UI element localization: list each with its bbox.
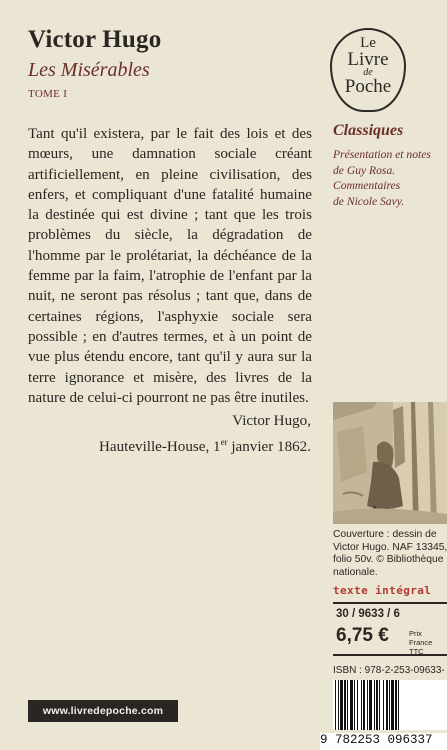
volume-label: TOME I [28, 88, 68, 100]
isbn-number: ISBN : 978-2-253-09633- [333, 665, 445, 676]
logo-line-3: de [363, 67, 373, 78]
cover-caption [333, 529, 447, 580]
website-link[interactable]: www.livredepoche.com [28, 700, 178, 722]
caption-line: Victor Hugo. NAF 13345, [333, 541, 447, 553]
logo-line-2: Livre [347, 49, 389, 70]
caption-line: folio 50v. © Bibliothèque [333, 554, 444, 566]
barcode-image [333, 680, 447, 730]
cover-drawing-image [333, 402, 447, 524]
price-note: Prix France TTC [409, 629, 433, 656]
book-title: Les Misérables [28, 59, 150, 81]
credit-line: Présentation et notes [333, 148, 431, 161]
price-box [333, 602, 447, 656]
logo-line-1: Le [360, 35, 376, 51]
caption-line: Couverture : dessin de [333, 529, 437, 540]
edition-label: texte intégral [333, 584, 432, 597]
livre-de-poche-logo [330, 28, 406, 112]
signature-name: Victor Hugo, [232, 413, 311, 429]
barcode-digits: 9 782253 096337 [320, 733, 447, 750]
credit-line: de Guy Rosa. [333, 163, 396, 177]
price-value: 6,75 € [336, 625, 389, 646]
presentation-credits [333, 147, 445, 209]
preface-quote [28, 124, 312, 408]
quote-text: Tant qu'il existera, par le fait des lois et des mœurs, une damnation sociale créant artificiellement, en pleine civilisation, des enfers, et compliquant d'une fatalité humaine la destinée qui est divine ; tant que les trois problèmes du siècle, la dégradation de l'homme par le prolétariat, la déchéance de la femme par la faim, l'atrophie de l'enfant par la nuit, ne seront pas résolus ; tant que, dans de certaines régions, l'asphyxie sociale sera possible ; en d'autres termes, et à un point de vue plus étendu encore, tant qu'il y aura sur la terre ignorance et misère, des livres de la nature de celui-ci pourront ne pas être inutiles. [28, 126, 312, 406]
collection-label: Classiques [333, 122, 404, 139]
author-name: Victor Hugo [28, 26, 162, 53]
quote-signature [99, 411, 311, 457]
caption-line: nationale. [333, 567, 378, 579]
signature-place-date: Hauteville-House, 1er janvier 1862. [99, 436, 311, 455]
credit-line: de Nicole Savy. [333, 194, 405, 208]
catalog-code: 30 / 9633 / 6 [336, 608, 400, 620]
credit-line: Commentaires [333, 179, 401, 193]
logo-line-4: Poche [344, 76, 392, 97]
